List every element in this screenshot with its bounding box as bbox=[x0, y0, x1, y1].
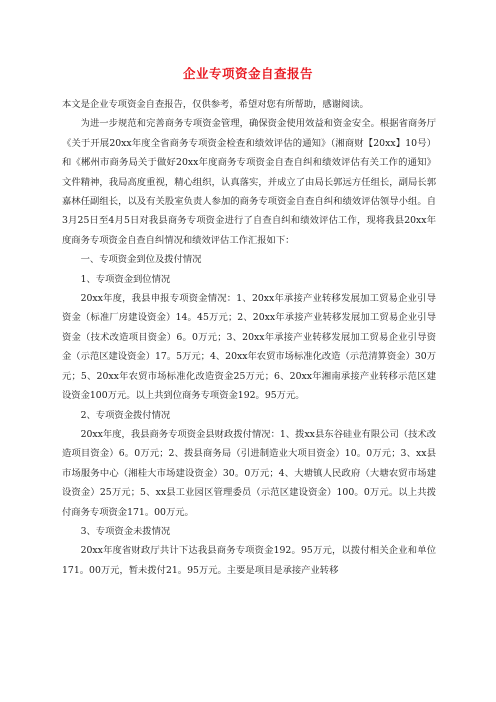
body-paragraph: 20xx年度，我县申报专项资金情况：1、20xx年承接产业转移发展加工贸易企业引导资金（标准厂房建设资金）14。45万元；2、20xx年承接产业转移发展加工贸易企业引导资金（技术改造项目资金）6。0万元；3、20xx年承接产业转移发展加工贸易企业引导资金（示范区建设资金）17。5万元；4、20xx年农贸市场标准化改造（示范清算资金）30万元；5、20xx年农贸市场标准化改造资金25万元；6、20xx年湘南承接产业转移示范区建设资金100万元。以上共到位商务专项资金192。95万元。 bbox=[62, 293, 436, 402]
intro-paragraph: 本文是企业专项资金自查报告，仅供参考，希望对您有所帮助，感谢阅读。 bbox=[62, 99, 369, 110]
body-paragraph: 为进一步规范和完善商务专项资金管理，确保资金使用效益和资金安全。根据省商务厅《关于开展20xx年度全省商务专项资金检查和绩效评估的通知》（湘商财【20xx】10号）和《郴州市商务局关于做好20xx年度商务专项资金自查自纠和绩效评估有关工作的通知》文件精神，我局高度重视，精心组织，认真落实，并成立了由局长郭远方任组长，副局长郭嘉林任副组长，以及有关股室负责人参加的商务专项资金自查自纠和绩效评估领导小组。自3月25日至4月5日对我县商务专项资金进行了自查自纠和绩效评估工作，现将我县20xx年度商务专项资金自查自纠情况和绩效评估工作汇报如下： bbox=[62, 118, 436, 246]
section-heading: 一、专项资金到位及拨付情况 bbox=[80, 254, 202, 266]
document-title: 企业专项资金自查报告 bbox=[182, 66, 313, 81]
document-body bbox=[62, 95, 436, 580]
body-paragraph: 20xx年度，我县商务专项资金县财政拨付情况：1、拨xx县东谷硅业有限公司（技术改造项目资金）6。0万元；2、拨县商务局（引进制造业大项目资金）10。0万元；3、xx县市场服务中心（湘桂大市场建设资金）30。0万元；4、大塘镇人民政府（大塘农贸市场建设资金）25万元；5、xx县工业园区管理委员（示范区建设资金）100。0万元。以上共拨付商务专项资金171。00万元。 bbox=[62, 428, 436, 518]
subsection-heading: 3、专项资金未拨情况 bbox=[80, 525, 171, 537]
body-paragraph: 20xx年度省财政厅共计下达我县商务专项资金192。95万元，以拨付相关企业和单位171。00万元，暂未拨付21。95万元。主要是项目是承接产业转移 bbox=[62, 545, 436, 576]
subsection-heading: 1、专项资金到位情况 bbox=[80, 273, 171, 285]
subsection-heading: 2、专项资金拨付情况 bbox=[80, 409, 171, 421]
